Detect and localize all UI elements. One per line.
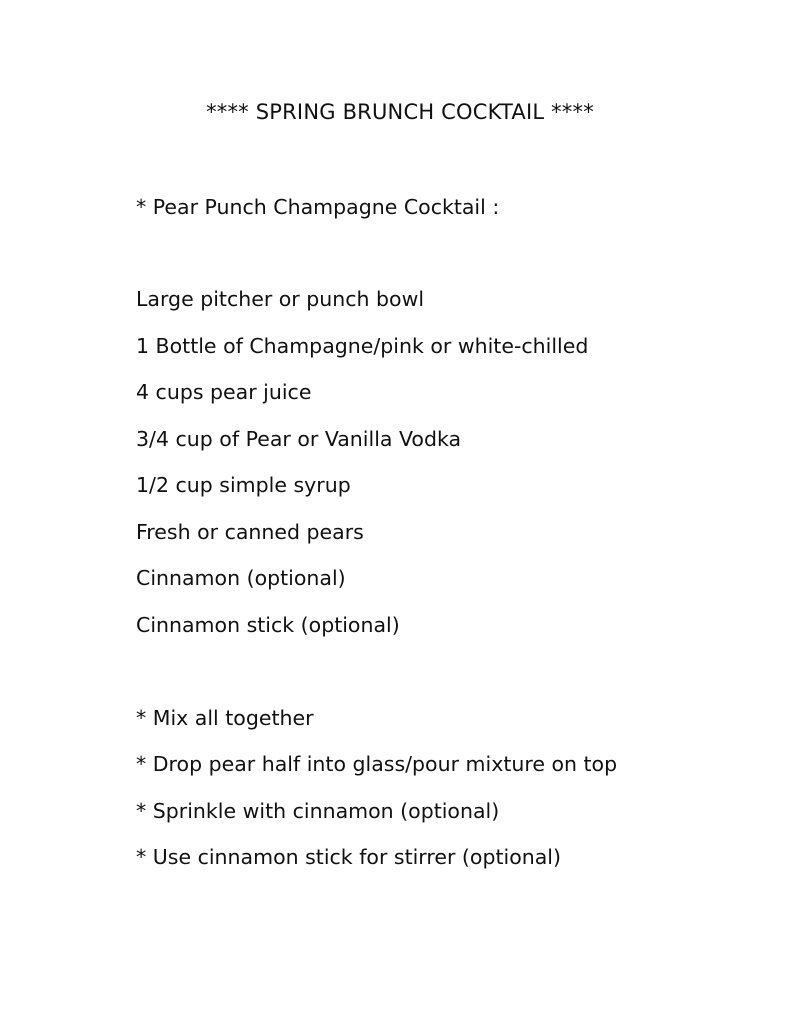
instruction-step: * Drop pear half into glass/pour mixture on top (136, 752, 618, 776)
instruction-step: * Mix all together (136, 706, 314, 730)
ingredient-item: 1/2 cup simple syrup (136, 473, 351, 497)
recipe-subtitle: * Pear Punch Champagne Cocktail : (136, 195, 500, 219)
ingredient-item: Large pitcher or punch bowl (136, 287, 425, 311)
document-title: **** SPRING BRUNCH COCKTAIL **** (206, 100, 594, 124)
ingredient-item: 3/4 cup of Pear or Vanilla Vodka (136, 427, 462, 451)
ingredient-item: 1 Bottle of Champagne/pink or white-chilled (136, 334, 589, 358)
ingredient-item: Cinnamon (optional) (136, 566, 346, 590)
ingredient-item: 4 cups pear juice (136, 380, 312, 404)
ingredient-item: Fresh or canned pears (136, 520, 364, 544)
instruction-step: * Use cinnamon stick for stirrer (optional) (136, 845, 561, 869)
instruction-step: * Sprinkle with cinnamon (optional) (136, 799, 500, 823)
ingredient-item: Cinnamon stick (optional) (136, 613, 400, 637)
